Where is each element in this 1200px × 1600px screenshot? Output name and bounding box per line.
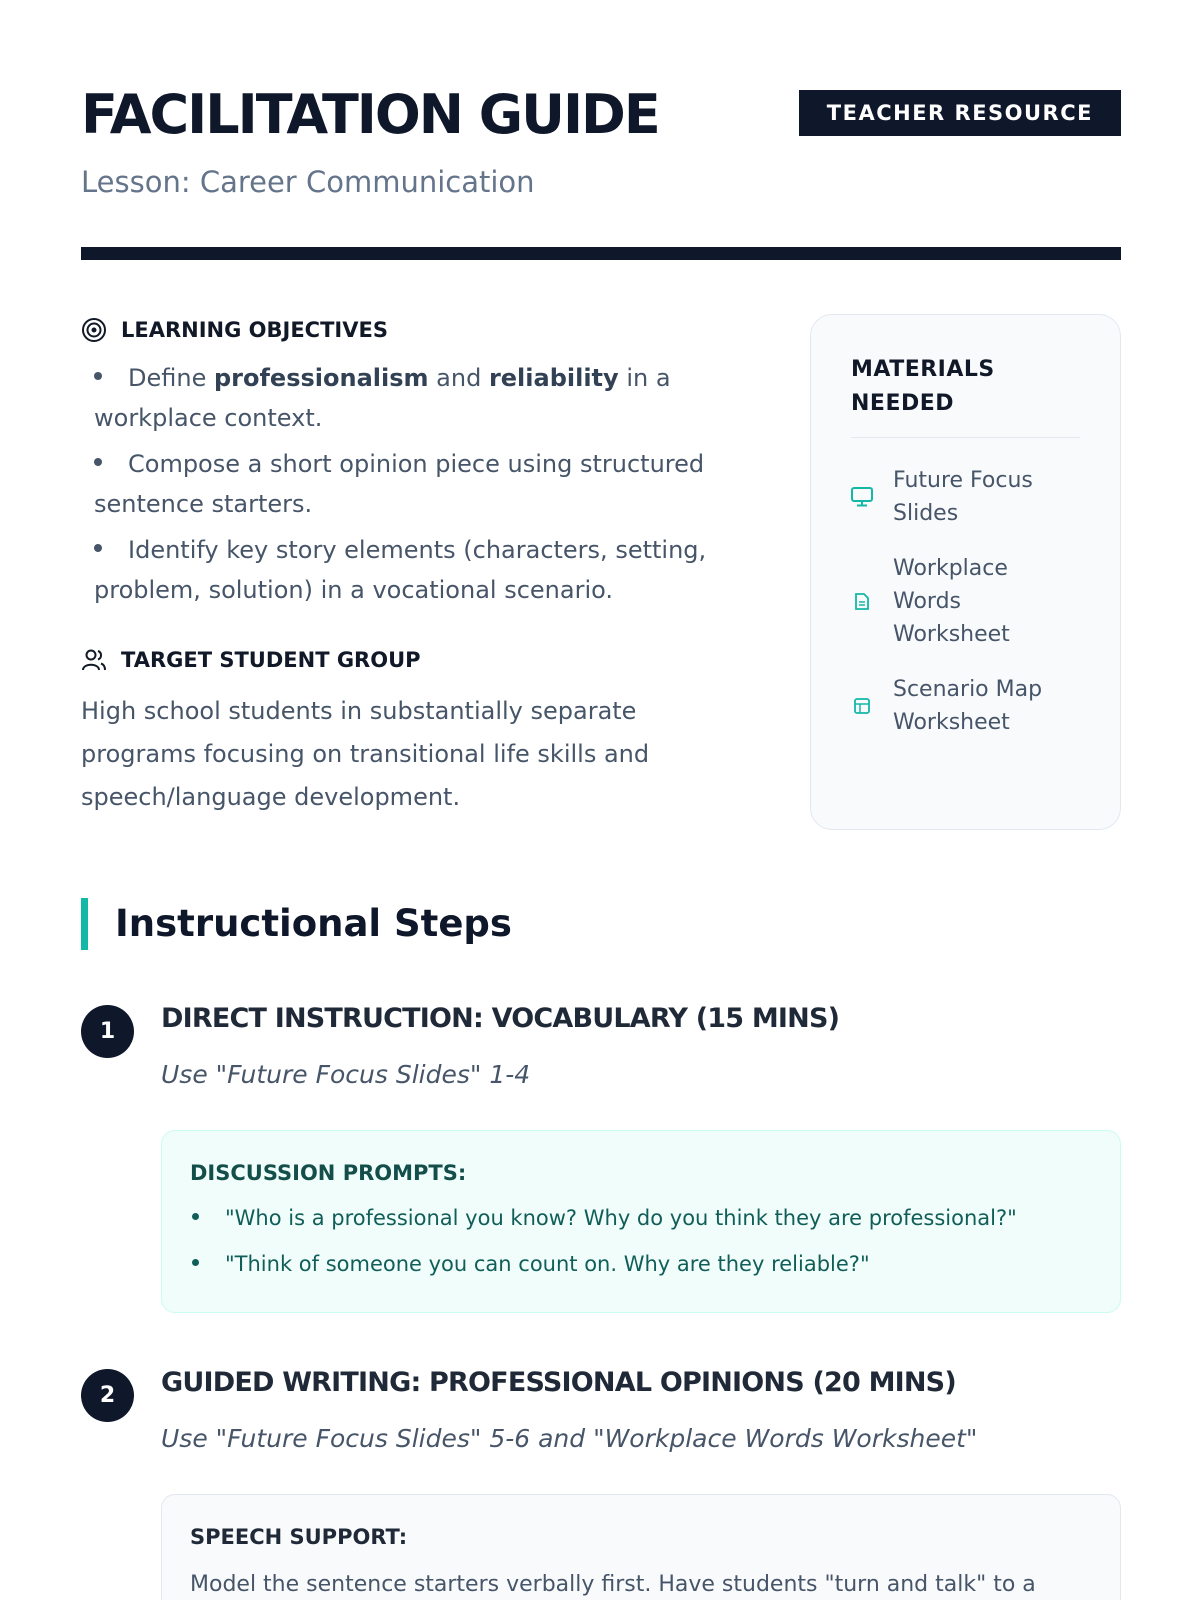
instructional-steps-heading: Instructional Steps: [81, 898, 512, 950]
discussion-prompts-box: [161, 1130, 1121, 1313]
speech-support-title: SPEECH SUPPORT:: [190, 1525, 408, 1549]
step-title: DIRECT INSTRUCTION: VOCABULARY (15 MINS): [161, 1003, 840, 1034]
list-item: [81, 358, 751, 438]
target-group-heading-label: TARGET STUDENT GROUP: [121, 648, 421, 672]
material-label: Workplace Words Worksheet: [893, 556, 1010, 647]
objective-text: in a workplace context.: [94, 364, 671, 432]
objective-text: Compose a short opinion piece using structured sentence starters.: [94, 450, 705, 518]
materials-divider: [851, 437, 1080, 438]
target-group-heading: [81, 642, 751, 678]
material-item: [851, 673, 1080, 739]
lesson-subtitle: Lesson: Career Communication: [81, 165, 535, 199]
material-label: Scenario Map Worksheet: [893, 677, 1043, 735]
objectives-list: [81, 358, 751, 610]
page-header: [81, 84, 1121, 200]
step-title: GUIDED WRITING: PROFESSIONAL OPINIONS (20 MINS): [161, 1367, 956, 1398]
list-item: [81, 530, 751, 610]
list-item: [81, 444, 751, 524]
list-item: [190, 1201, 1092, 1235]
materials-card: [810, 314, 1121, 830]
speech-support-box: [161, 1494, 1121, 1600]
page-title: FACILITATION GUIDE: [81, 83, 659, 146]
discussion-prompts-list: [190, 1201, 1092, 1281]
prompt-text: "Who is a professional you know? Why do you think they are professional?": [225, 1206, 1017, 1230]
prompt-text: "Think of someone you can count on. Why are they reliable?": [225, 1252, 870, 1276]
monitor-icon: [851, 487, 873, 507]
layout-icon: [851, 698, 873, 714]
objective-text: Identify key story elements (characters, setting, problem, solution) in a vocational scenario.: [94, 536, 707, 604]
header-divider: [81, 247, 1121, 260]
document-icon: [851, 593, 873, 610]
list-item: [190, 1247, 1092, 1281]
step-materials-note: Use "Future Focus Slides" 5-6 and "Workplace Words Worksheet": [161, 1424, 978, 1453]
material-item: [851, 552, 1080, 651]
objective-term: professionalism: [213, 364, 429, 392]
step-number-badge: 2: [81, 1369, 134, 1422]
users-icon: [81, 647, 107, 673]
objectives-heading-label: LEARNING OBJECTIVES: [121, 318, 388, 342]
objective-text: Define: [128, 364, 214, 392]
speech-support-text: Model the sentence starters verbally first. Have students "turn and talk" to a: [190, 1572, 1036, 1597]
objectives-heading: [81, 312, 751, 348]
target-icon: [81, 317, 107, 343]
teacher-resource-badge: TEACHER RESOURCE: [799, 90, 1121, 136]
materials-title: MATERIALS NEEDED: [851, 357, 995, 416]
step-materials-note: Use "Future Focus Slides" 1-4: [161, 1060, 531, 1089]
objective-term: reliability: [488, 364, 619, 392]
material-label: Future Focus Slides: [893, 468, 1033, 526]
discussion-prompts-title: DISCUSSION PROMPTS:: [190, 1161, 467, 1185]
step-number-badge: 1: [81, 1005, 134, 1058]
target-group-text: High school students in substantially separate programs focusing on transitional life skills and speech/language development.: [81, 697, 650, 811]
objective-text: and: [428, 364, 489, 392]
overview-column: [81, 312, 751, 819]
material-item: [851, 464, 1080, 530]
